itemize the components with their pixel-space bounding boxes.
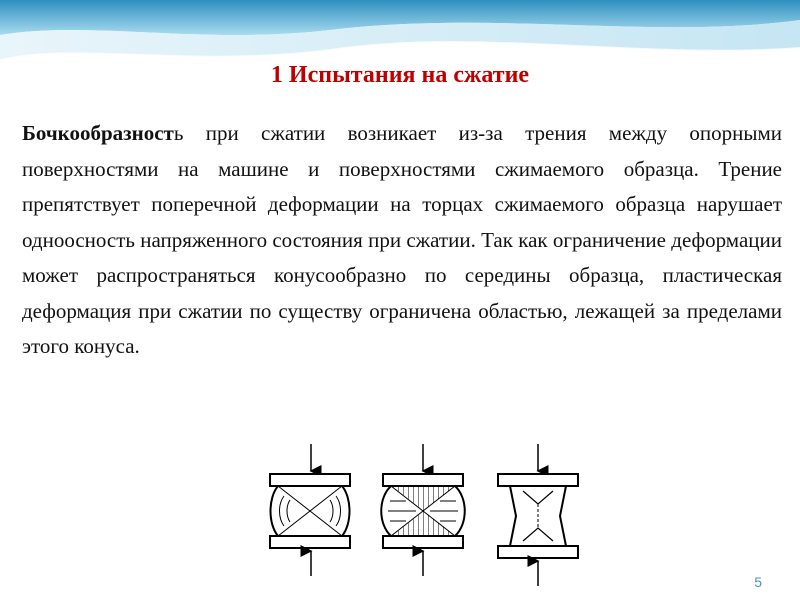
slide-title: 1 Испытания на сжатие xyxy=(270,62,530,88)
specimen-2 xyxy=(381,444,465,576)
compression-specimens-figure xyxy=(248,436,593,596)
body-paragraph xyxy=(22,116,782,365)
slide-number: 5 xyxy=(754,574,762,590)
specimen-3 xyxy=(498,444,578,586)
bold-term: Бочкообразност xyxy=(22,121,174,145)
paragraph-text: ь при сжатии возникает из-за трения между опорными поверхностями на машине и поверхностями сжимаемого образца. Трение препятствует поперечной деформации на торцах сжимаемого образца нарушает одноосность напряженного состояния при сжатии. Так как ограничение деформации может распространяться конусообразно по середины образца, пластическая деформация при сжатии по существу ограничена областью, лежащей за пределами этого конуса. xyxy=(22,121,782,358)
specimen-1 xyxy=(270,444,350,576)
specimens-diagram xyxy=(248,436,593,596)
